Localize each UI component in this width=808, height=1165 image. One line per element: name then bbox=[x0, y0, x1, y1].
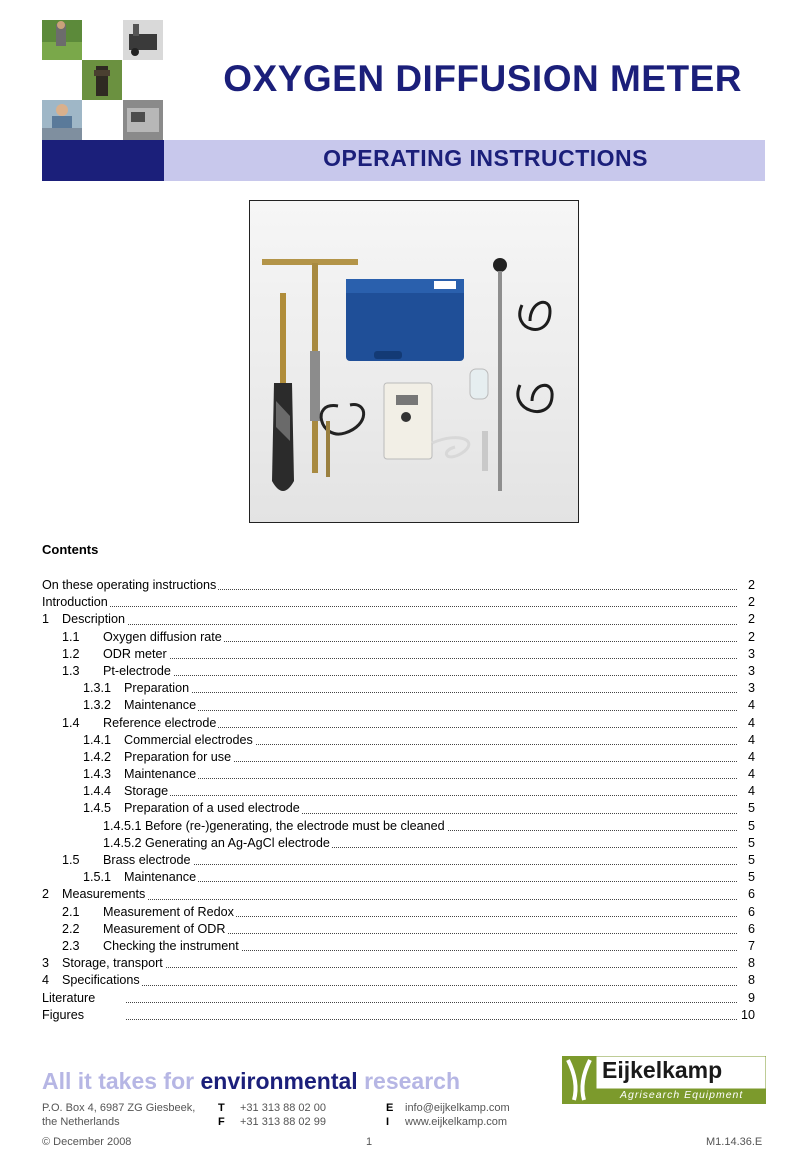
toc-entry-page: 2 bbox=[737, 611, 755, 628]
toc-entry-page: 5 bbox=[737, 800, 755, 817]
fax-number: +31 313 88 02 99 bbox=[240, 1116, 326, 1128]
toc-entry-label: 1.4.5.2 Generating an Ag-AgCl electrode bbox=[103, 835, 332, 852]
toc-entry-page: 5 bbox=[737, 835, 755, 852]
toc-entry[interactable] bbox=[42, 869, 755, 886]
toc-leader-dots bbox=[124, 778, 737, 779]
toc-entry-page: 4 bbox=[737, 766, 755, 783]
toc-leader-dots bbox=[62, 899, 737, 900]
toc-entry[interactable] bbox=[42, 852, 755, 869]
logo-tagline: Agrisearch Equipment bbox=[620, 1089, 744, 1101]
header-photo-lab bbox=[42, 100, 82, 140]
address-line-1: P.O. Box 4, 6987 ZG Giesbeek, bbox=[42, 1102, 196, 1114]
toc-entry-label: Introduction bbox=[42, 594, 110, 611]
toc-leader-dots bbox=[62, 624, 737, 625]
contents-heading: Contents bbox=[42, 542, 99, 557]
toc-entry-label: Specifications bbox=[62, 972, 142, 989]
toc-entry[interactable] bbox=[42, 972, 755, 989]
toc-entry[interactable] bbox=[42, 732, 755, 749]
address-line-2: the Netherlands bbox=[42, 1116, 120, 1128]
toc-entry-page: 4 bbox=[737, 749, 755, 766]
toc-entry-number: 1.3.2 bbox=[83, 697, 111, 714]
toc-entry-page: 4 bbox=[737, 783, 755, 800]
toc-leader-dots bbox=[124, 692, 737, 693]
toc-entry[interactable] bbox=[42, 680, 755, 697]
table-of-contents bbox=[42, 577, 755, 1024]
toc-entry-label: Reference electrode bbox=[103, 715, 218, 732]
toc-entry[interactable] bbox=[42, 938, 755, 955]
toc-entry-page: 4 bbox=[737, 697, 755, 714]
contact-labels-left bbox=[218, 1101, 225, 1129]
toc-entry-page: 6 bbox=[737, 886, 755, 903]
toc-entry-label: ODR meter bbox=[103, 646, 169, 663]
toc-entry[interactable] bbox=[42, 663, 755, 680]
toc-entry-label: Storage bbox=[124, 783, 170, 800]
phone-label: T bbox=[218, 1102, 225, 1114]
toc-entry[interactable] bbox=[42, 800, 755, 817]
toc-entry-page: 2 bbox=[737, 594, 755, 611]
toc-entry-page: 2 bbox=[737, 577, 755, 594]
toc-entry-page: 10 bbox=[737, 1007, 755, 1024]
toc-entry-page: 5 bbox=[737, 852, 755, 869]
tagline bbox=[42, 1068, 460, 1095]
header-photo-device bbox=[123, 100, 163, 140]
toc-leader-dots bbox=[124, 710, 737, 711]
toc-entry-number: 1.5 bbox=[62, 852, 80, 869]
toc-entry[interactable] bbox=[42, 697, 755, 714]
header-navy-bar bbox=[42, 140, 164, 181]
toc-entry-label: Preparation of a used electrode bbox=[124, 800, 302, 817]
tagline-part-3: research bbox=[357, 1068, 461, 1094]
toc-entry-label: Maintenance bbox=[124, 697, 198, 714]
header-photo-field-1 bbox=[42, 20, 82, 60]
toc-entry-page: 3 bbox=[737, 680, 755, 697]
web-label: I bbox=[386, 1116, 390, 1128]
toc-entry[interactable] bbox=[42, 886, 755, 903]
toc-entry-label: Storage, transport bbox=[62, 955, 165, 972]
toc-entry-number: 3 bbox=[42, 955, 49, 972]
toc-entry-number: 1.3 bbox=[62, 663, 80, 680]
header-photo-equipment bbox=[123, 20, 163, 60]
toc-entry-page: 8 bbox=[737, 955, 755, 972]
toc-entry[interactable] bbox=[42, 990, 755, 1007]
toc-entry-label: Measurement of Redox bbox=[103, 904, 236, 921]
product-photo bbox=[249, 200, 579, 523]
toc-entry-number: 1.2 bbox=[62, 646, 80, 663]
toc-entry-number: 2.1 bbox=[62, 904, 80, 921]
toc-entry-label: Pt-electrode bbox=[103, 663, 173, 680]
toc-entry[interactable] bbox=[42, 646, 755, 663]
toc-entry[interactable] bbox=[42, 818, 755, 835]
toc-entry-label: 1.4.5.1 Before (re-)generating, the electrode must be cleaned bbox=[103, 818, 447, 835]
document-code: M1.14.36.E bbox=[706, 1136, 763, 1148]
page-subtitle: OPERATING INSTRUCTIONS bbox=[323, 145, 648, 171]
copyright-date: © December 2008 bbox=[42, 1136, 132, 1148]
toc-entry-number: 1 bbox=[42, 611, 49, 628]
toc-entry[interactable] bbox=[42, 955, 755, 972]
toc-leader-dots bbox=[126, 1002, 737, 1003]
toc-entry-label: Description bbox=[62, 611, 127, 628]
toc-entry[interactable] bbox=[42, 766, 755, 783]
contact-online bbox=[405, 1101, 510, 1129]
toc-entry-number: 1.4.4 bbox=[83, 783, 111, 800]
toc-entry-page: 4 bbox=[737, 715, 755, 732]
toc-entry-page: 9 bbox=[737, 990, 755, 1007]
logo-name: Eijkelkamp bbox=[602, 1057, 723, 1083]
email-label: E bbox=[386, 1102, 394, 1114]
fax-label: F bbox=[218, 1116, 225, 1128]
email-link[interactable]: info@eijkelkamp.com bbox=[405, 1102, 510, 1114]
toc-entry-label: Maintenance bbox=[124, 766, 198, 783]
toc-entry[interactable] bbox=[42, 835, 755, 852]
toc-leader-dots bbox=[103, 864, 737, 865]
phone-number: +31 313 88 02 00 bbox=[240, 1102, 326, 1114]
eijkelkamp-logo bbox=[562, 1056, 766, 1104]
toc-entry-number: 2 bbox=[42, 886, 49, 903]
toc-entry-number: 1.4.2 bbox=[83, 749, 111, 766]
toc-leader-dots bbox=[126, 1019, 737, 1020]
toc-entry[interactable] bbox=[42, 904, 755, 921]
toc-leader-dots bbox=[124, 795, 737, 796]
toc-entry-label: Brass electrode bbox=[103, 852, 193, 869]
tagline-part-1: All it takes for bbox=[42, 1068, 201, 1094]
header-photo-field-2 bbox=[82, 60, 122, 100]
toc-entry[interactable] bbox=[42, 783, 755, 800]
toc-entry-number: 1.4.3 bbox=[83, 766, 111, 783]
toc-entry-number: 2.3 bbox=[62, 938, 80, 955]
toc-entry-page: 8 bbox=[737, 972, 755, 989]
toc-entry-number: 1.4 bbox=[62, 715, 80, 732]
toc-entry-number: 1.3.1 bbox=[83, 680, 111, 697]
toc-entry[interactable] bbox=[42, 577, 755, 594]
toc-entry-number: 4 bbox=[42, 972, 49, 989]
toc-entry-page: 5 bbox=[737, 869, 755, 886]
toc-entry-label: Maintenance bbox=[124, 869, 198, 886]
toc-entry-label: Checking the instrument bbox=[103, 938, 241, 955]
toc-entry-number: 2.2 bbox=[62, 921, 80, 938]
toc-leader-dots bbox=[103, 658, 737, 659]
address bbox=[42, 1101, 195, 1129]
toc-entry-page: 5 bbox=[737, 818, 755, 835]
toc-leader-dots bbox=[103, 675, 737, 676]
toc-entry-number: 1.4.1 bbox=[83, 732, 111, 749]
toc-entry-number: 1.4.5 bbox=[83, 800, 111, 817]
contact-labels-right bbox=[386, 1101, 393, 1129]
toc-entry[interactable] bbox=[42, 1007, 755, 1024]
toc-entry[interactable] bbox=[42, 611, 755, 628]
toc-entry-label: Preparation for use bbox=[124, 749, 233, 766]
toc-entry[interactable] bbox=[42, 594, 755, 611]
toc-entry-label: Commercial electrodes bbox=[124, 732, 255, 749]
toc-entry-label: Figures bbox=[42, 1007, 86, 1024]
toc-entry-label: On these operating instructions bbox=[42, 577, 218, 594]
toc-entry-label: Oxygen diffusion rate bbox=[103, 629, 224, 646]
toc-entry-label: Literature bbox=[42, 990, 97, 1007]
toc-entry-page: 7 bbox=[737, 938, 755, 955]
toc-entry[interactable] bbox=[42, 749, 755, 766]
toc-entry-page: 6 bbox=[737, 904, 755, 921]
toc-entry-label: Preparation bbox=[124, 680, 191, 697]
toc-entry-page: 3 bbox=[737, 646, 755, 663]
toc-leader-dots bbox=[124, 881, 737, 882]
toc-entry-page: 6 bbox=[737, 921, 755, 938]
toc-entry-number: 1.1 bbox=[62, 629, 80, 646]
toc-entry[interactable] bbox=[42, 629, 755, 646]
toc-entry-number: 1.5.1 bbox=[83, 869, 111, 886]
contact-numbers bbox=[240, 1101, 326, 1129]
toc-entry-label: Measurements bbox=[62, 886, 147, 903]
toc-entry[interactable] bbox=[42, 921, 755, 938]
toc-entry-label: Measurement of ODR bbox=[103, 921, 227, 938]
toc-leader-dots bbox=[62, 985, 737, 986]
toc-entry-page: 3 bbox=[737, 663, 755, 680]
page-title: OXYGEN DIFFUSION METER bbox=[223, 58, 742, 99]
tagline-part-2: environmental bbox=[200, 1068, 358, 1094]
page-number: 1 bbox=[366, 1136, 373, 1148]
toc-entry-page: 4 bbox=[737, 732, 755, 749]
toc-leader-dots bbox=[42, 606, 737, 607]
toc-entry[interactable] bbox=[42, 715, 755, 732]
website-link[interactable]: www.eijkelkamp.com bbox=[405, 1116, 508, 1128]
toc-entry-page: 2 bbox=[737, 629, 755, 646]
